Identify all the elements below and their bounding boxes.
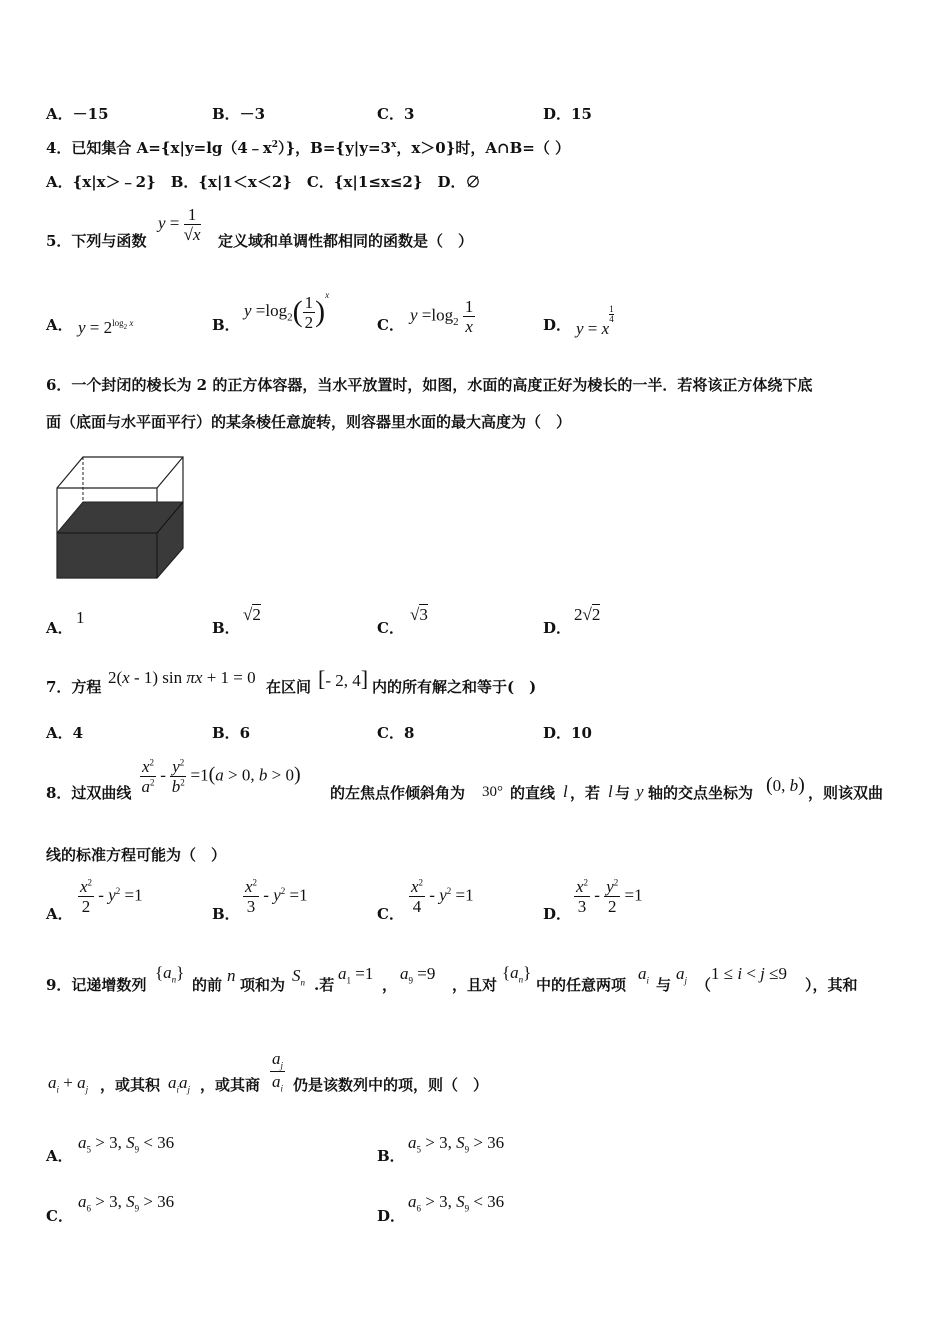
q7-option-b: B．6 [212,724,251,742]
q8-option-d-label: D． [543,905,572,923]
q8-option-a-formula: $\frac{x^2}{2}$ - $y^2 =1$ [80,877,143,916]
q3-option-c: C．3 [377,105,415,123]
q8-angle: 30° [482,784,503,800]
q4-stem: 4．已知集合 $A=\{x|y=\lg(4﹣x^2)\}$，$B=\{y|y=3^x$，x＞0}时，A∩B=（ ） [46,139,571,157]
q8-option-c-formula: $\frac{x^2}{4}$ - $y^2 =1$ [411,877,474,916]
q5-option-d-formula: y = x $^{\frac{1}{4}}$ [576,304,614,338]
q7-option-c: C．8 [377,724,415,742]
q5-function: y = $\frac{1}{√x}$ [158,205,201,244]
q9-a9: $a_9 =9$ [400,964,436,986]
q9-l2c: 仍是该数列中的项，则（ ） [293,1076,489,1094]
q5-tail: 定义域和单调性都相同的函数是（ ） [218,232,474,250]
q9-option-d-label: D． [377,1207,406,1225]
q3-option-d: D．15 [543,105,592,123]
q7-equation: 2(x - 1) sin πx + 1 = 0 [108,668,256,687]
q8-option-c-label: C． [377,905,404,923]
q5-lead: 5．下列与函数 [46,232,147,250]
q6-line1: 6．一个封闭的棱长为 2 的正方体容器，当水平放置时，如图，水面的高度正好为棱长的一半．若将该正方体绕下底 [46,376,813,394]
q8-line-l-2: l [608,782,613,801]
q3-option-b: B．－3 [212,105,266,123]
q5-option-d-label: D． [543,316,572,334]
q9-sn: $S_n$ [292,966,305,988]
q9-text7: 与 [656,976,672,994]
q9-text8: （ [696,976,712,994]
q8-y-axis: y [636,782,644,801]
q5-option-b-label: B． [212,316,240,334]
q6-option-c-value: √3 [410,605,428,624]
q8-hyperbola: $\frac{x^2}{a^2}$ - $\frac{y^2}{b^2}$ =1(a > 0, b > 0) [141,757,301,796]
q5-option-c-formula: $y =\log_2$ $\frac{1}{x}$ [410,297,474,336]
q7-option-d: D．10 [543,724,592,742]
q3-option-a: A．－15 [46,105,109,123]
q9-option-c-formula: $a_6 > 3$, $S_9 > 36$ [78,1192,175,1214]
q9-option-c-label: C． [46,1207,73,1225]
q9-seq-2: $\{a_n\}$ [502,963,532,985]
q9-product: $a_ia_j$ [168,1073,191,1095]
q8-text2: 的直线 [510,784,556,802]
q8-option-d-formula: $\frac{x^2}{3}$ - $\frac{y^2}{2}$ =1 [576,877,643,916]
q8-text4: 与 [615,784,631,802]
q6-option-b-value: √2 [243,605,261,624]
q9-range: 1 ≤ i < j ≤9 [711,964,787,983]
q6-option-b-label: B． [212,619,240,637]
q8-line-l: l [563,782,568,801]
q9-text4: ， [382,976,398,994]
q5-option-c-label: C． [377,316,404,334]
q9-aj: $a_j$ [676,964,688,986]
q9-option-a-formula: $a_5 > 3$, $S_9 < 36$ [78,1133,175,1155]
q9-text5: ，且对 [452,976,498,994]
q9-text6: 中的任意两项 [536,976,627,994]
q6-line2: 面（底面与水平面平行）的某条棱任意旋转，则容器里水面的最大高度为（ ） [46,413,572,431]
q9-seq: $\{a_n\}$ [155,963,185,985]
q6-option-d-value: 2√2 [574,605,601,624]
q9-option-a-label: A． [46,1147,73,1165]
water-body [57,502,183,578]
q7-option-a: A．4 [46,724,84,742]
q4-options: A．{x|x＞﹣2} B．{x|1＜x＜2} C．{x|1≤x≤2} D．∅ [46,173,481,191]
q9-a1: $a_1 =1$ [338,964,374,986]
q9-ai: $a_i$ [638,964,650,986]
q9-text2: 项和为 [240,976,286,994]
q9-l2b: ，或其商 [200,1076,261,1094]
q8-line2: 线的标准方程可能为（ ） [46,846,227,864]
q8-text5: 轴的交点坐标为 [648,784,754,802]
q6-option-a-value: 1 [76,608,85,627]
q9-text3: .若 [314,976,335,994]
q9-option-b-label: B． [377,1147,405,1165]
cube-top-right-edge [157,457,183,488]
q9-n: n [227,966,236,985]
q9-option-d-formula: $a_6 > 3$, $S_9 < 36$ [408,1192,505,1214]
q8-option-b-formula: $\frac{x^2}{3}$ - $y^2 =1$ [245,877,308,916]
q9-sum: $a_i + a_j$ [48,1073,89,1095]
q5-option-a-label: A． [46,316,73,334]
q9-l2a: ，或其积 [100,1076,161,1094]
q7-tail: 内的所有解之和等于( ) [372,678,537,696]
q6-option-c-label: C． [377,619,404,637]
q6-option-d-label: D． [543,619,572,637]
q9-option-b-formula: $a_5 > 3$, $S_9 > 36$ [408,1133,505,1155]
q6-option-a-label: A． [46,619,73,637]
q5-option-a-formula: $y = 2^{log_2 x}$ [78,318,134,337]
q8-option-b-label: B． [212,905,240,923]
q8-text3: ，若 [570,784,601,802]
q8-text1: 的左焦点作倾斜角为 [330,784,466,802]
q7-lead: 7．方程 [46,678,102,696]
cube-figure [50,450,190,582]
q5-option-b-formula: $y =\log_2$( $\frac{1}{2}$ )$^x$ [244,290,330,332]
q7-mid: 在区间 [266,678,312,696]
q9-text1: 的前 [192,976,223,994]
q7-interval: [- 2, 4] [318,666,369,691]
q8-lead: 8．过双曲线 [46,784,132,802]
q9-quotient: $\frac{a_j}{a_i}$ [272,1049,284,1094]
q8-text6: ，则该双曲 [808,784,884,802]
q8-option-a-label: A． [46,905,73,923]
q9-lead: 9．记递增数列 [46,976,147,994]
q9-text9: ），其和 [805,976,858,994]
q8-point: (0, b) [766,774,805,796]
